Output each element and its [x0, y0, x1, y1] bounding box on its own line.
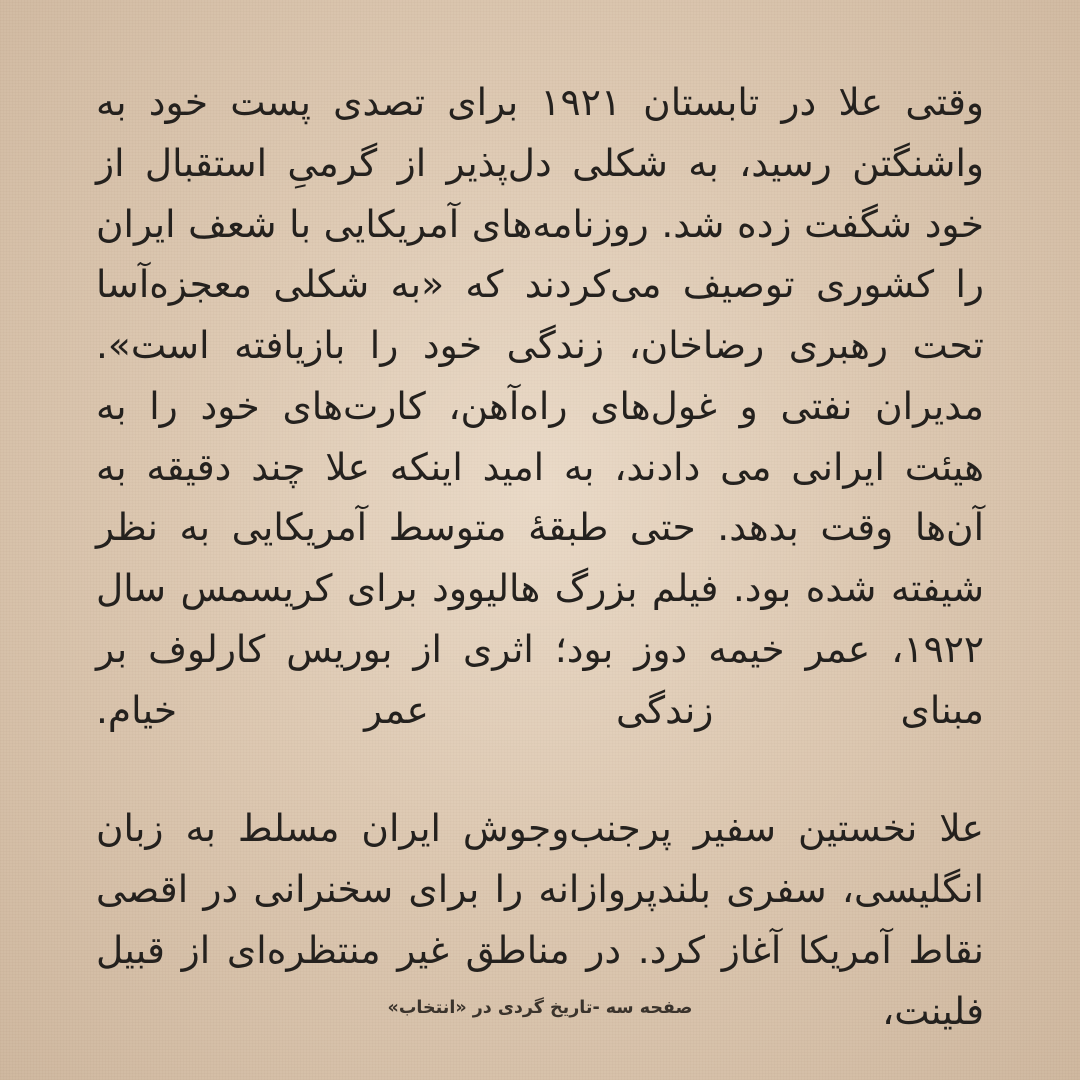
paragraph-1: وقتی علا در تابستان ۱۹۲۱ برای تصدی پست خود به واشنگتن رسید، به شکلی دل‌پذیر از گرمیِ استقبال از خود شگفت زده شد. روزنامه‌های آمریکایی با شعف ایران را کشوری توصیف می‌کردند که «به شکلی معجزه‌آسا تحت رهبری رضاخان، زندگی خود را بازیافته است». مدیران نفتی و غول‌های راه‌آهن، کارت‌های خود را به هیئت ایرانی می دادند، به امید اینکه علا چند دقیقه به آن‌ها وقت بدهد. حتی طبقهٔ متوسط آمریکایی به نظر شیفته شده بود. فیلم بزرگ هالیوود برای کریسمس سال ۱۹۲۲، عمر خیمه دوز بود؛ اثری از بوریس کارلوف بر مبنای زندگی عمر خیام.: [96, 80, 984, 732]
footer-caption: صفحه سه -تاریخ گردی در «انتخاب»: [387, 998, 693, 1018]
article-text: [96, 72, 984, 1041]
paragraph-spacer: [96, 740, 984, 798]
paragraph-2: علا نخستین سفیر پرجنب‌وجوش ایران مسلط به زبان انگلیسی، سفری بلندپروازانه را برای سخنرانی در اقصی نقاط آمریکا آغاز کرد. در مناطق غیر منتظره‌ای از قبیل فلینت،: [96, 806, 984, 1033]
